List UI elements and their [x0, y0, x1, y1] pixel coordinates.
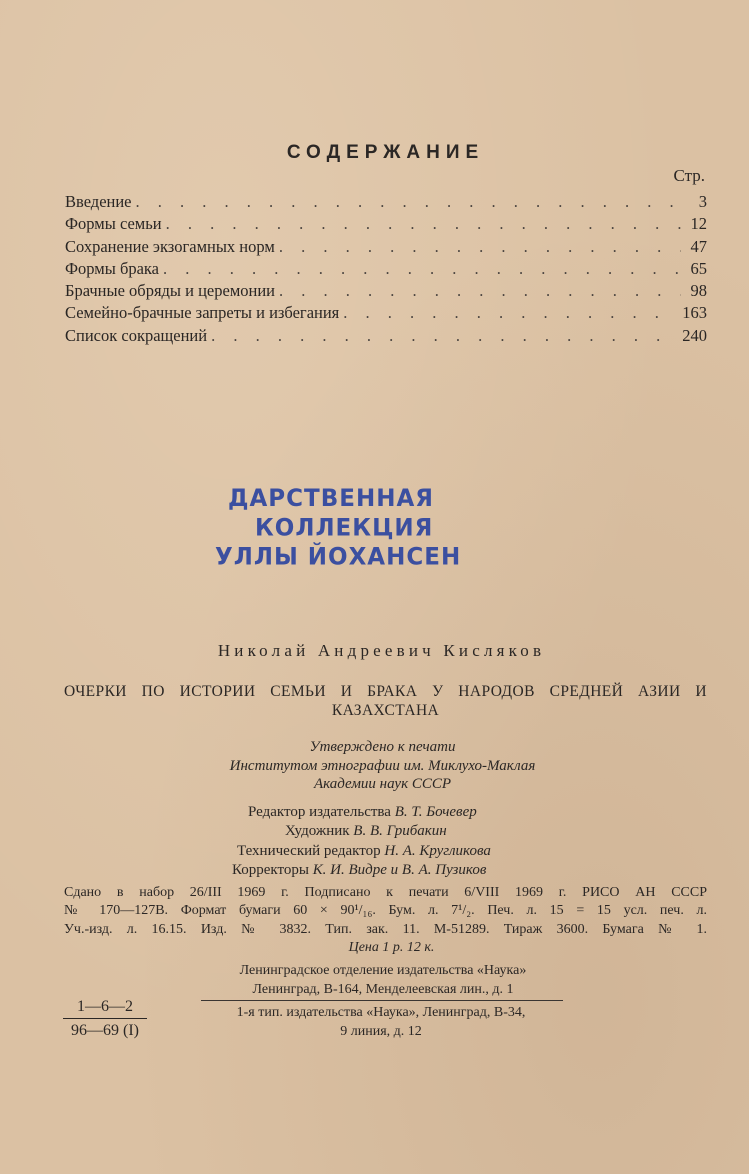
toc-entry — [65, 281, 707, 303]
toc-entry-page: 12 — [690, 214, 707, 234]
approval-note — [0, 738, 749, 794]
publisher-line: Ленинград, В-164, Менделеевская лин., д. 1 — [252, 981, 514, 997]
toc-entry — [65, 303, 707, 325]
toc-leader-dots — [211, 326, 678, 346]
toc-entry-title: Семейно-брачные запреты и избегания — [65, 303, 340, 323]
toc-entry-title: Формы брака — [65, 258, 159, 278]
toc-entry-page: 240 — [682, 325, 707, 345]
toc-entry-title: Формы семьи — [65, 214, 162, 234]
toc-entry-title: Введение — [65, 192, 132, 211]
toc-entry-page: 163 — [682, 303, 707, 323]
credit-line — [232, 842, 652, 861]
print-detail-line: Сдано в набор 26/III 1969 г. Подписано к печати 6/VIII 1969 г. РИСО АН СССР — [64, 885, 707, 900]
toc-leader-dots — [163, 259, 681, 279]
code-divider — [63, 1018, 147, 1019]
author-name: Николай Андреевич Кисляков — [217, 641, 546, 660]
toc-entry-title: Брачные обряды и церемонии — [65, 281, 276, 301]
code-top: 1—6—2 — [77, 998, 133, 1015]
credit-line — [232, 803, 652, 822]
publisher-info — [204, 962, 562, 999]
toc-entry-page: 65 — [690, 258, 707, 278]
credit-person: В. В. Грибакин — [353, 823, 447, 840]
credit-person: В. Т. Бочевер — [394, 804, 477, 820]
credit-role: Технический редактор — [237, 842, 381, 859]
toc-leader-dots — [279, 237, 681, 257]
toc-entry — [65, 237, 707, 259]
credit-person: К. И. Видре и В. А. Пузиков — [312, 861, 487, 878]
approval-line: Утверждено к печати — [309, 739, 456, 755]
stamp-line: КОЛЛЕКЦИЯ — [255, 514, 434, 542]
print-detail-line: № 170—127В. Формат бумаги 60 × 90¹/₁₆. Бум. л. 7¹/₂. Печ. л. 15 = 15 усл. печ. л. — [64, 903, 707, 919]
print-details — [64, 884, 707, 957]
credit-line — [232, 861, 652, 880]
toc-entry-page: 3 — [698, 192, 707, 211]
credit-role: Корректоры — [232, 861, 309, 878]
stamp-line: ДАРСТВЕННАЯ — [228, 484, 434, 513]
toc-leader-dots — [279, 281, 681, 301]
toc-leader-dots — [136, 192, 681, 212]
toc-entry — [65, 259, 707, 281]
divider — [201, 1000, 563, 1001]
price: Цена 1 р. 12 к. — [348, 939, 435, 955]
book-title — [64, 682, 707, 720]
credits-block — [232, 803, 652, 880]
toc-entry-page: 98 — [690, 281, 707, 301]
toc-leader-dots — [343, 303, 678, 323]
book-title-line: КАЗАХСТАНА — [331, 702, 440, 719]
toc-entry — [65, 214, 707, 236]
code-bottom: 96—69 (I) — [71, 1022, 139, 1039]
publication-code — [63, 997, 147, 1041]
toc-entry-title: Сохранение экзогамных норм — [65, 236, 275, 256]
toc-entry — [65, 326, 707, 348]
credit-role: Художник — [285, 823, 350, 840]
printer-line: 1-я тип. издательства «Наука», Ленинград, В-34, — [236, 1005, 526, 1020]
book-title-line: ОЧЕРКИ ПО ИСТОРИИ СЕМЬИ И БРАКА У НАРОДОВ СРЕДНЕЙ АЗИИ И — [64, 683, 707, 700]
collection-stamp — [215, 484, 462, 572]
toc-leader-dots — [166, 214, 681, 234]
publisher-line: Ленинградское отделение издательства «Наука» — [239, 963, 527, 978]
toc-entry-title: Список сокращений — [65, 325, 208, 345]
credit-line — [232, 822, 652, 841]
approval-line: Институтом этнографии им. Миклухо-Маклая — [229, 757, 536, 774]
credit-person: Н. А. Кругликова — [384, 842, 491, 859]
stamp-line: УЛЛЫ ЙОХАНСЕН — [215, 543, 462, 572]
printer-line: 9 линия, д. 12 — [340, 1023, 422, 1039]
credit-role: Редактор издательства — [248, 804, 391, 820]
page-column-label: Стр. — [673, 166, 705, 185]
approval-line: Академии наук СССР — [313, 776, 452, 792]
print-detail-line: Уч.-изд. л. 16.15. Изд. № 3832. Тип. зак. 11. М-51289. Тираж 3600. Бумага № 1. — [64, 921, 707, 937]
contents-heading: СОДЕРЖАНИЕ — [286, 142, 485, 163]
printer-info — [200, 1004, 562, 1041]
toc-entry-page: 47 — [690, 236, 707, 256]
toc-entry — [65, 192, 707, 214]
table-of-contents — [65, 192, 707, 348]
